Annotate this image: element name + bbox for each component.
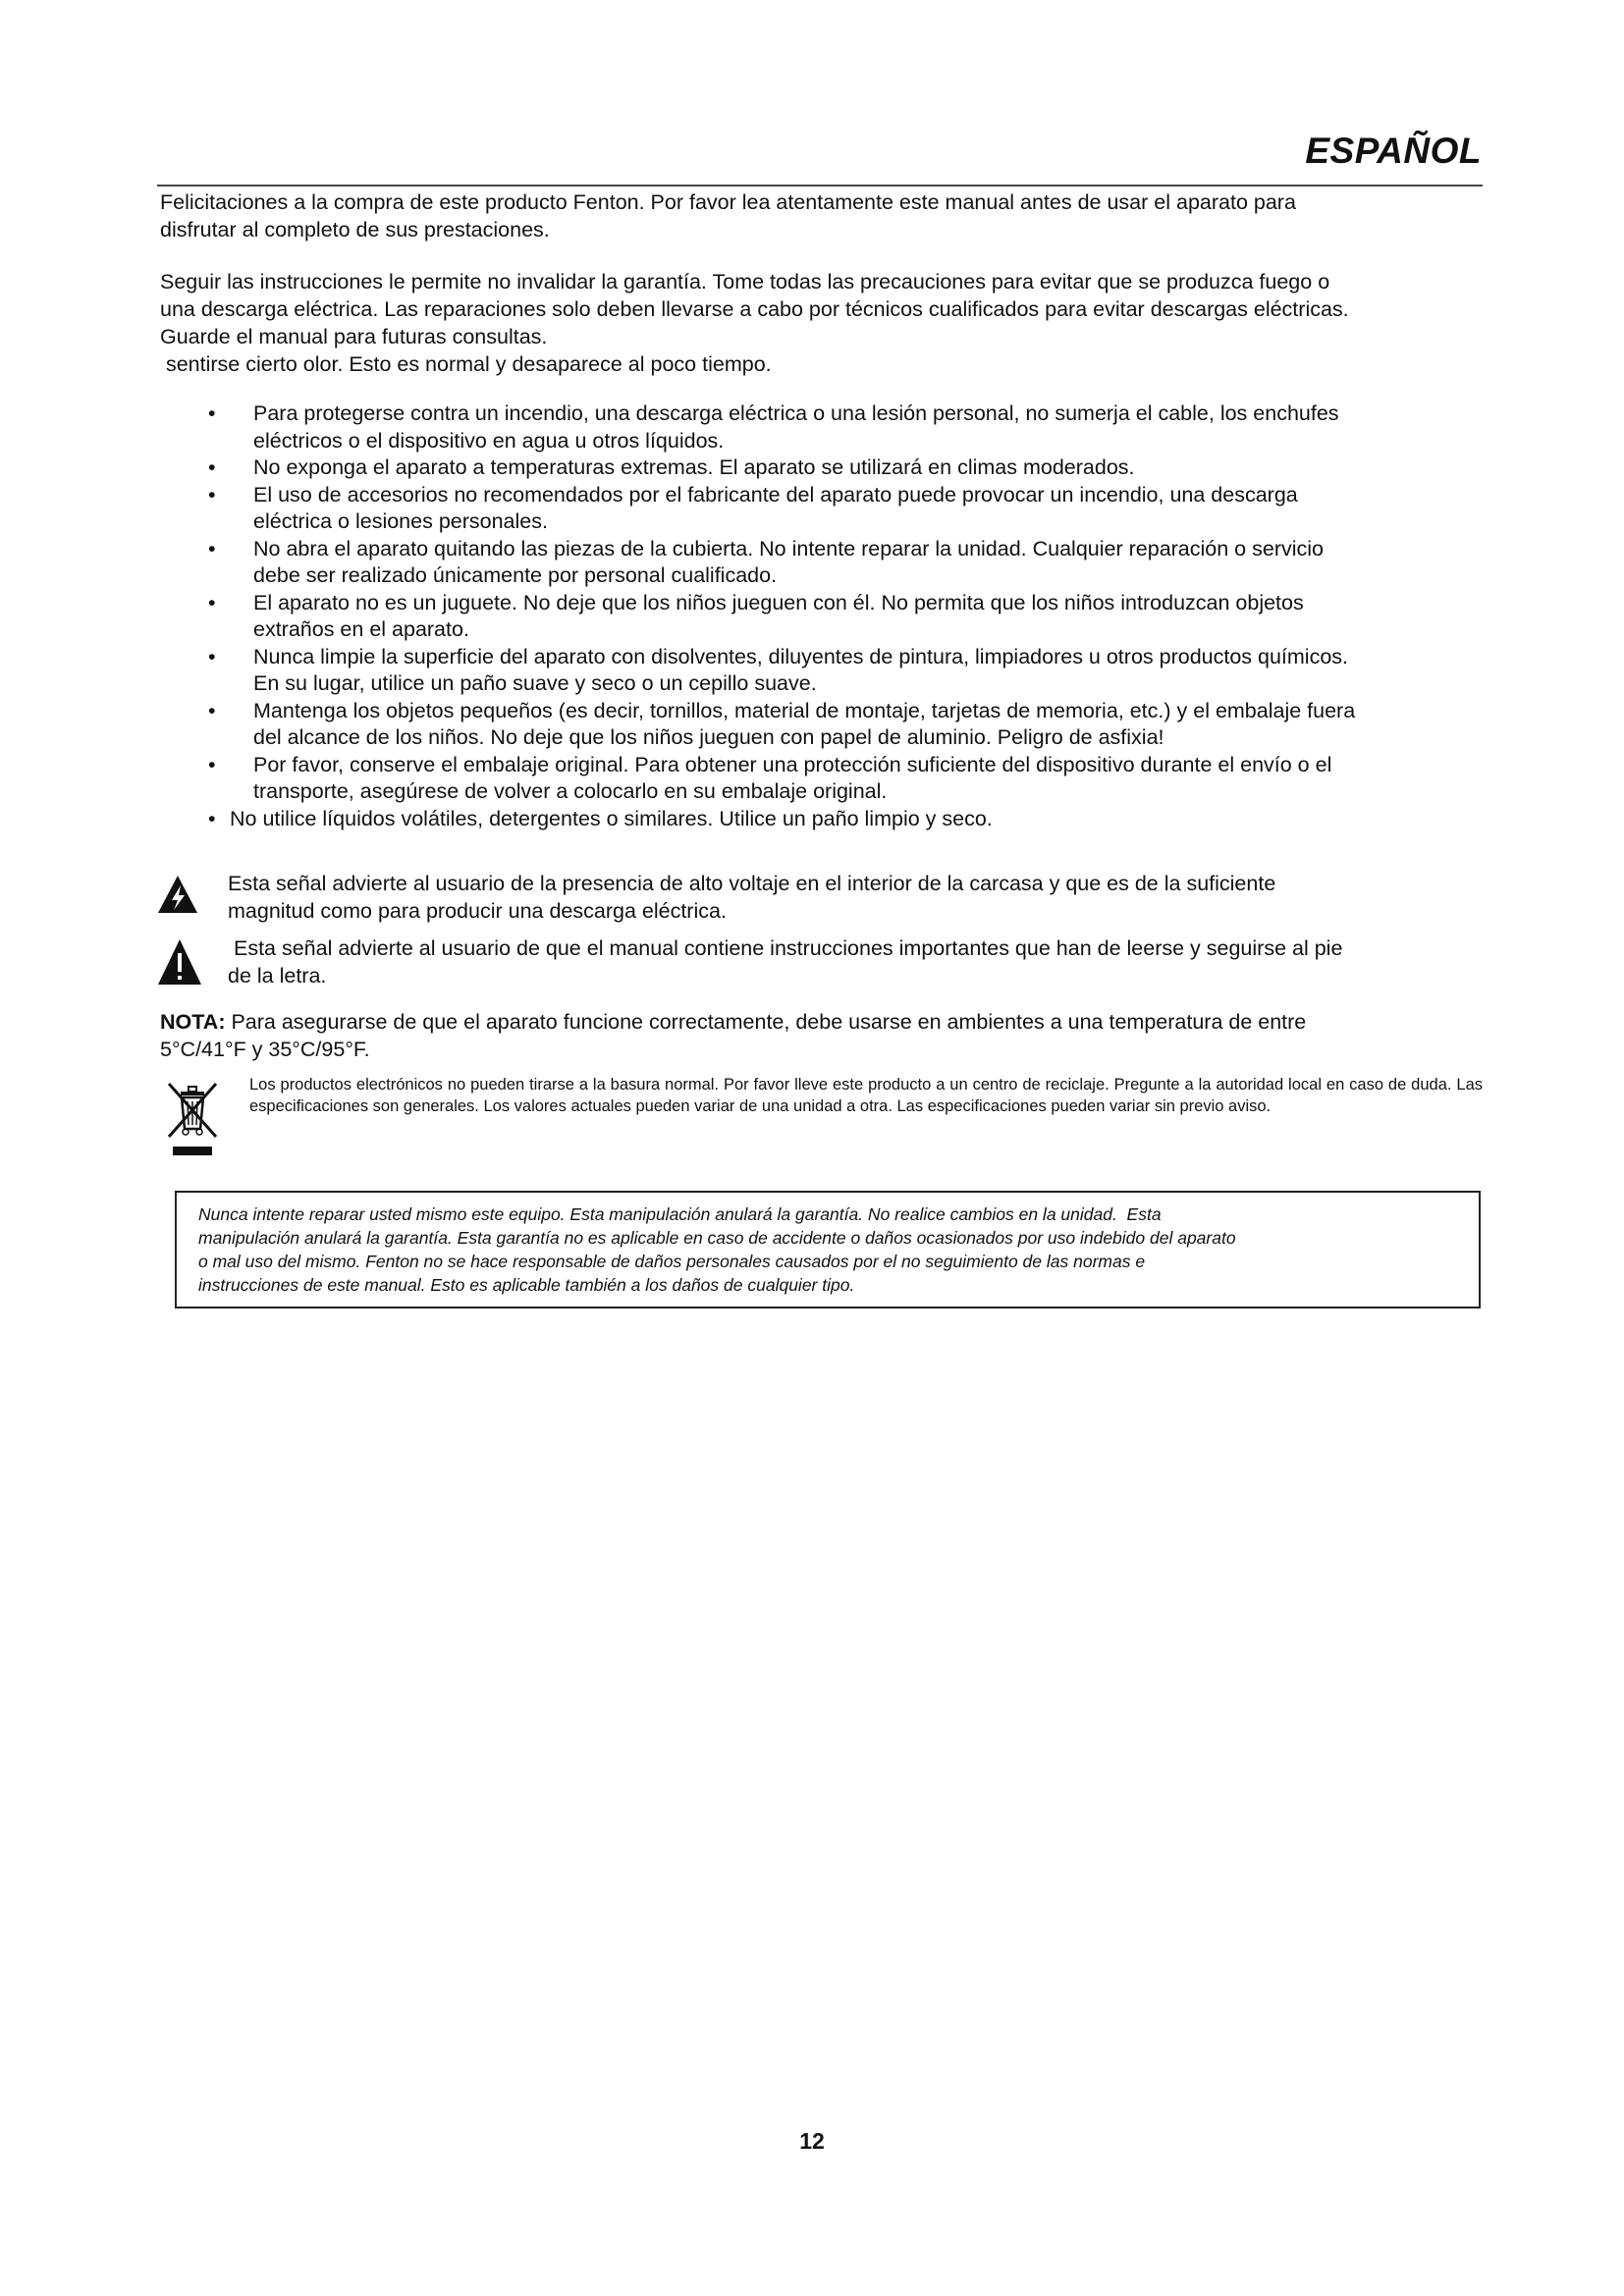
note-text: Para asegurarse de que el aparato funcione correctamente, debe usarse en ambientes a una temperatura de entre <box>225 1010 1307 1034</box>
warning-line: de la letra. <box>228 964 327 988</box>
bullet-dot: • <box>208 401 216 425</box>
warning-line: Esta señal advierte al usuario de la presencia de alto voltaje en el interior de la carcasa y que es de la suficiente <box>228 872 1276 895</box>
note-line: 5°C/41°F y 35°C/95°F. <box>160 1038 370 1061</box>
title-divider <box>157 185 1483 187</box>
list-item-line: Mantenga los objetos pequeños (es decir, tornillos, material de montaje, tarjetas de memoria, etc.) y el embalaje fuera <box>253 698 1356 722</box>
warranty-line: Seguir las instrucciones le permite no invalidar la garantía. Tome todas las precauciones para evitar que se produzca fuego o <box>160 270 1330 294</box>
list-item <box>196 482 1483 536</box>
list-item-line: Para protegerse contra un incendio, una descarga eléctrica o una lesión personal, no sumerja el cable, los enchufes <box>253 401 1339 425</box>
lightning-warning-icon <box>157 874 198 922</box>
warranty-line: sentirse cierto olor. Esto es normal y desaparece al poco tiempo. <box>160 352 772 376</box>
list-item <box>196 752 1483 806</box>
bullet-dot: • <box>208 536 216 561</box>
list-item-line: debe ser realizado únicamente por personal cualificado. <box>253 563 778 587</box>
list-item-line: El aparato no es un juguete. No deje que los niños jueguen con él. No permita que los niños introduzcan objetos <box>253 590 1304 614</box>
list-item-line: No exponga el aparato a temperaturas extremas. El aparato se utilizará en climas moderados. <box>253 455 1135 479</box>
disclaimer-line: instrucciones de este manual. Esto es aplicable también a los daños de cualquier tipo. <box>198 1275 855 1295</box>
page-number: 12 <box>799 2128 825 2154</box>
list-item <box>196 400 1483 454</box>
list-item <box>196 454 1483 482</box>
recycling-text: Los productos electrónicos no pueden tirarse a la basura normal. Por favor lleve este producto a un centro de reciclaje. Pregunte a la autoridad local en caso de duda. Las especificaciones son generales. Los valores actuales pueden variar de una unidad a otra. Las especificaciones pueden variar sin previo aviso. <box>249 1076 1483 1115</box>
bullet-dot: • <box>208 752 216 776</box>
list-item <box>196 644 1483 698</box>
list-item-line: No utilice líquidos volátiles, detergentes o similares. Utilice un paño limpio y seco. <box>230 806 993 830</box>
warning-line: magnitud como para producir una descarga eléctrica. <box>228 899 727 923</box>
list-item-line: extraños en el aparato. <box>253 617 469 641</box>
intro-line: Felicitaciones a la compra de este producto Fenton. Por favor lea atentamente este manual antes de usar el aparato para <box>160 190 1296 214</box>
warning-line: Esta señal advierte al usuario de que el manual contiene instrucciones importantes que han de leerse y seguirse al pie <box>228 936 1343 960</box>
list-item-line: eléctrica o lesiones personales. <box>253 509 548 533</box>
warranty-line: una descarga eléctrica. Las reparaciones solo deben llevarse a cabo por técnicos cualificados para evitar descargas eléctricas. <box>160 297 1349 321</box>
warranty-line: Guarde el manual para futuras consultas. <box>160 325 548 348</box>
exclamation-warning-icon <box>157 938 202 992</box>
list-item <box>196 590 1483 644</box>
disclaimer-box <box>175 1191 1481 1308</box>
disclaimer-line: manipulación anulará la garantía. Esta garantía no es aplicable en caso de accidente o daños ocasionados por uso indebido del aparato <box>198 1228 1236 1248</box>
bullet-dot: • <box>208 698 216 722</box>
list-item-line: transporte, asegúrese de volver a colocarlo en su embalaje original. <box>253 779 888 803</box>
bullet-dot: • <box>208 806 216 830</box>
list-item <box>196 698 1483 752</box>
list-item-line: No abra el aparato quitando las piezas de la cubierta. No intente reparar la unidad. Cualquier reparación o servicio <box>253 536 1324 561</box>
bullet-dot: • <box>208 644 216 668</box>
safety-instructions-list <box>196 400 1483 832</box>
intro-line: disfrutar al completo de sus prestaciones. <box>160 218 550 241</box>
voltage-warning-text <box>228 870 1483 925</box>
list-item-line: del alcance de los niños. No deje que los niños jueguen con papel de aluminio. Peligro de asfixia! <box>253 725 1164 749</box>
bullet-dot: • <box>208 455 216 479</box>
disclaimer-line: Nunca intente reparar usted mismo este equipo. Esta manipulación anulará la garantía. No realice cambios en la unidad. Esta <box>198 1204 1162 1224</box>
crossed-bin-icon <box>167 1080 220 1166</box>
note-label: NOTA: <box>160 1010 226 1034</box>
disclaimer-line: o mal uso del mismo. Fenton no se hace responsable de daños personales causados por el no seguimiento de las normas e <box>198 1252 1146 1271</box>
voltage-warning <box>157 870 1483 929</box>
warranty-paragraph <box>160 268 1486 378</box>
list-item-line: Nunca limpie la superficie del aparato con disolventes, diluyentes de pintura, limpiadores u otros productos químicos. <box>253 644 1349 668</box>
manual-warning-text <box>228 934 1483 989</box>
note-paragraph <box>160 1008 1476 1063</box>
list-item-line: En su lugar, utilice un paño suave y seco o un cepillo suave. <box>253 671 817 695</box>
list-item-line: Por favor, conserve el embalaje original. Para obtener una protección suficiente del dispositivo durante el envío o el <box>253 752 1332 776</box>
list-item <box>196 806 1483 833</box>
list-item-line: El uso de accesorios no recomendados por el fabricante del aparato puede provocar un incendio, una descarga <box>253 482 1298 507</box>
bullet-dot: • <box>208 482 216 507</box>
list-item-line: eléctricos o el dispositivo en agua u otros líquidos. <box>253 428 725 453</box>
intro-paragraph <box>160 188 1486 243</box>
note-line <box>160 1008 1476 1036</box>
page-title: ESPAÑOL <box>1305 131 1482 171</box>
bullet-dot: • <box>208 590 216 614</box>
manual-warning <box>157 934 1483 993</box>
list-item <box>196 536 1483 590</box>
